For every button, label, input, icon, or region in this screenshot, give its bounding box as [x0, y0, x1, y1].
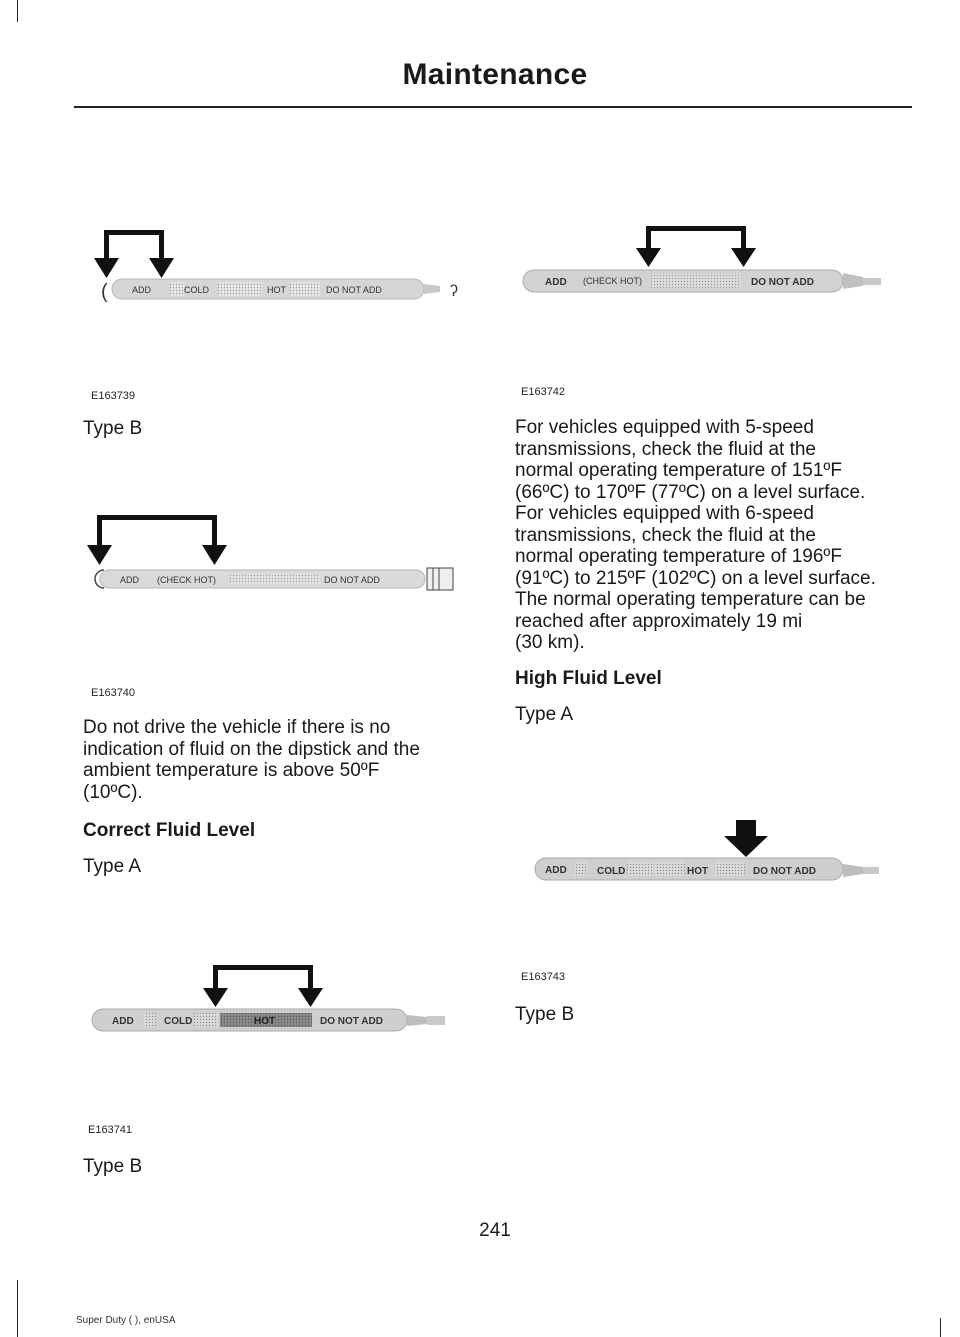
text-line: reached after approximately 19 mi [515, 610, 803, 632]
label-add: ADD [120, 575, 140, 585]
label-hot: HOT [267, 285, 286, 295]
text-line: normal operating temperature of 151ºF [515, 460, 842, 481]
text-line: (10ºC). [83, 781, 143, 803]
svg-text:ʔ: ʔ [450, 283, 458, 300]
label-do-not-add: DO NOT ADD [324, 575, 380, 585]
figure-code: E163742 [521, 386, 566, 398]
text-line: indication of fluid on the dipstick and the [83, 738, 420, 760]
label-do-not-add: DO NOT ADD [326, 285, 382, 295]
type-b-label: Type B [83, 418, 143, 439]
label-cold: COLD [164, 1016, 193, 1027]
type-b-label: Type B [515, 1004, 575, 1025]
page-number: 241 [479, 1220, 511, 1241]
figure-code: E163740 [91, 687, 136, 699]
dipstick-blade [95, 568, 453, 590]
label-hot: HOT [687, 866, 709, 877]
text-line: normal operating temperature of 196ºF [515, 546, 842, 567]
figure-e163740 [82, 505, 482, 625]
figure-e163739 [82, 220, 482, 410]
section-heading-high: High Fluid Level [515, 668, 662, 689]
svg-text:(: ( [101, 281, 108, 303]
label-do-not-add: DO NOT ADD [320, 1016, 383, 1027]
text-line: transmissions, check the fluid at the [515, 524, 816, 546]
text-line: ambient temperature is above 50ºF [83, 760, 380, 781]
temperature-paragraph [515, 417, 915, 654]
figure-e163742 [515, 220, 895, 330]
footer-doc-info: Super Duty ( ), enUSA [76, 1315, 176, 1326]
dipstick-blade [523, 270, 881, 292]
text-line: For vehicles equipped with 6-speed [515, 503, 814, 524]
label-check-hot: (CHECK HOT) [583, 276, 642, 286]
label-cold: COLD [184, 285, 210, 295]
text-line: Do not drive the vehicle if there is no [83, 717, 391, 738]
figure-code: E163741 [88, 1124, 133, 1136]
arrow-bracket-icon [203, 965, 323, 1007]
label-do-not-add: DO NOT ADD [753, 866, 816, 877]
text-line: (66ºC) to 170ºF (77ºC) on a level surface. [515, 481, 866, 503]
text-line: The normal operating temperature can be [515, 589, 866, 610]
label-check-hot: (CHECK HOT) [157, 575, 216, 585]
down-arrow-icon [724, 820, 768, 857]
label-add: ADD [132, 285, 152, 295]
label-do-not-add: DO NOT ADD [751, 277, 814, 288]
arrow-bracket-icon [87, 515, 227, 565]
figure-e163743 [515, 812, 895, 902]
page-title: Maintenance [402, 58, 588, 91]
arrow-bracket-icon [636, 226, 756, 267]
label-add: ADD [545, 865, 567, 876]
warning-paragraph [83, 717, 473, 803]
section-heading-correct: Correct Fluid Level [83, 820, 256, 841]
label-add: ADD [545, 277, 567, 288]
figure-e163741 [82, 955, 482, 1075]
label-add: ADD [112, 1016, 134, 1027]
text-line: transmissions, check the fluid at the [515, 438, 816, 460]
label-cold: COLD [597, 866, 626, 877]
header-rule [74, 106, 912, 108]
type-b-label: Type B [83, 1156, 143, 1177]
label-hot: HOT [254, 1016, 276, 1027]
figure-code: E163739 [91, 390, 136, 402]
text-line: (30 km). [515, 632, 585, 653]
arrow-bracket-icon [94, 230, 174, 278]
type-a-label: Type A [515, 704, 574, 725]
text-line: For vehicles equipped with 5-speed [515, 417, 814, 438]
crop-mark-bottom-left [17, 1280, 18, 1337]
type-a-label: Type A [83, 856, 142, 877]
crop-mark-bottom-right [940, 1318, 941, 1337]
crop-mark-top-left [17, 0, 18, 22]
figure-code: E163743 [521, 971, 566, 983]
text-line: (91ºC) to 215ºF (102ºC) on a level surface. [515, 567, 876, 589]
